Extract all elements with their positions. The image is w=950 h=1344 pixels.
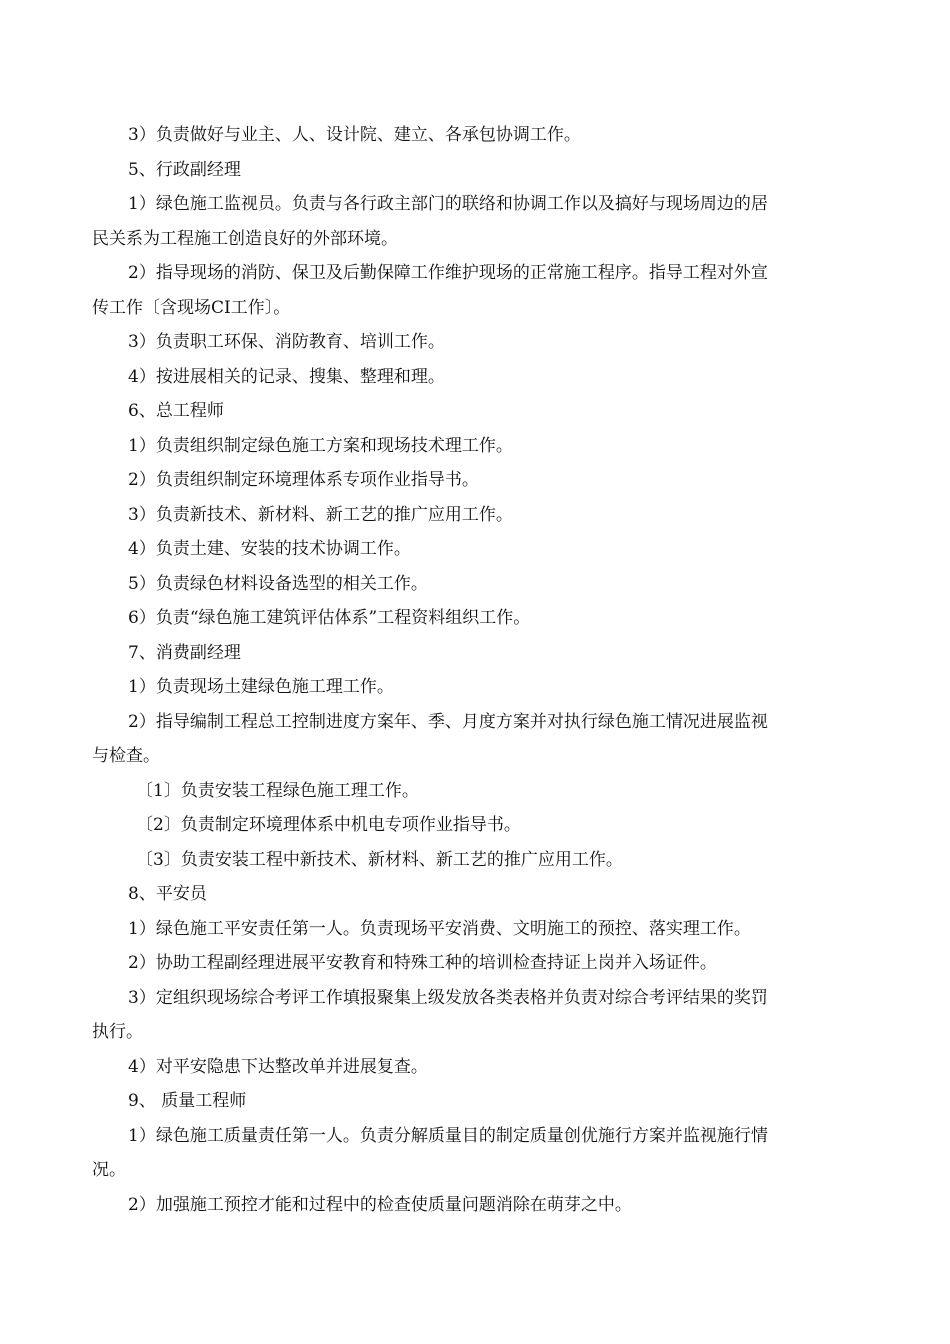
text-line: 民关系为工程施工创造良好的外部环境。 [92,228,398,249]
document-body [92,118,862,1222]
text-line: 1）绿色施工监视员。负责与各行政主部门的联络和协调工作以及搞好与现场周边的居 [128,194,768,214]
text-line: 5）负责绿色材料设备选型的相关工作。 [128,573,428,594]
text-line: 4）对平安隐患下达整改单并进展复查。 [128,1056,428,1077]
text-line: 2）加强施工预控才能和过程中的检查使质量问题消除在萌芽之中。 [128,1194,632,1215]
text-line: 况。 [92,1160,126,1180]
text-line: 〔3〕负责安装工程中新技术、新材料、新工艺的推广应用工作。 [136,849,623,870]
text-line: 3）负责新技术、新材料、新工艺的推广应用工作。 [128,504,513,525]
text-line: 3）负责职工环保、消防教育、培训工作。 [128,332,445,352]
text-line: 3）定组织现场综合考评工作填报聚集上级发放各类表格并负责对综合考评结果的奖罚 [128,987,768,1008]
text-line: 8、平安员 [128,884,207,904]
text-line: 传工作〔含现场CI工作〕。 [92,297,291,318]
text-line: 1）负责组织制定绿色施工方案和现场技术理工作。 [128,435,513,456]
text-line: 3）负责做好与业主、人、设计院、建立、各承包协调工作。 [128,125,581,145]
text-line: 6）负责“绿色施工建筑评估体系”工程资料组织工作。 [128,608,531,628]
text-line: 2）负责组织制定环境理体系专项作业指导书。 [128,470,479,490]
text-line: 1）负责现场土建绿色施工理工作。 [128,677,394,697]
text-line: 2）指导编制工程总工控制进度方案年、季、月度方案并对执行绿色施工情况进展监视 [128,711,768,732]
text-line: 2）协助工程副经理进展平安教育和特殊工种的培训检查持证上岗并入场证件。 [128,953,717,973]
text-line: 6、总工程师 [128,401,224,421]
text-line: 4）按进展相关的记录、搜集、整理和理。 [128,366,445,387]
text-line: 〔1〕负责安装工程绿色施工理工作。 [136,780,419,801]
text-line: 7、消费副经理 [128,642,241,663]
text-line: 9、 质量工程师 [128,1091,247,1111]
text-line: 5、行政副经理 [128,159,241,180]
text-line: 1）绿色施工平安责任第一人。负责现场平安消费、文明施工的预控、落实理工作。 [128,918,751,939]
text-line: 执行。 [92,1022,143,1042]
text-line: 〔2〕负责制定环境理体系中机电专项作业指导书。 [136,815,521,835]
text-line: 与检查。 [92,746,160,766]
text-line: 2）指导现场的消防、保卫及后勤保障工作维护现场的正常施工程序。指导工程对外宣 [128,263,768,283]
text-line: 4）负责土建、安装的技术协调工作。 [128,539,411,559]
text-line: 1）绿色施工质量责任第一人。负责分解质量目的制定质量创优施行方案并监视施行情 [128,1125,768,1146]
